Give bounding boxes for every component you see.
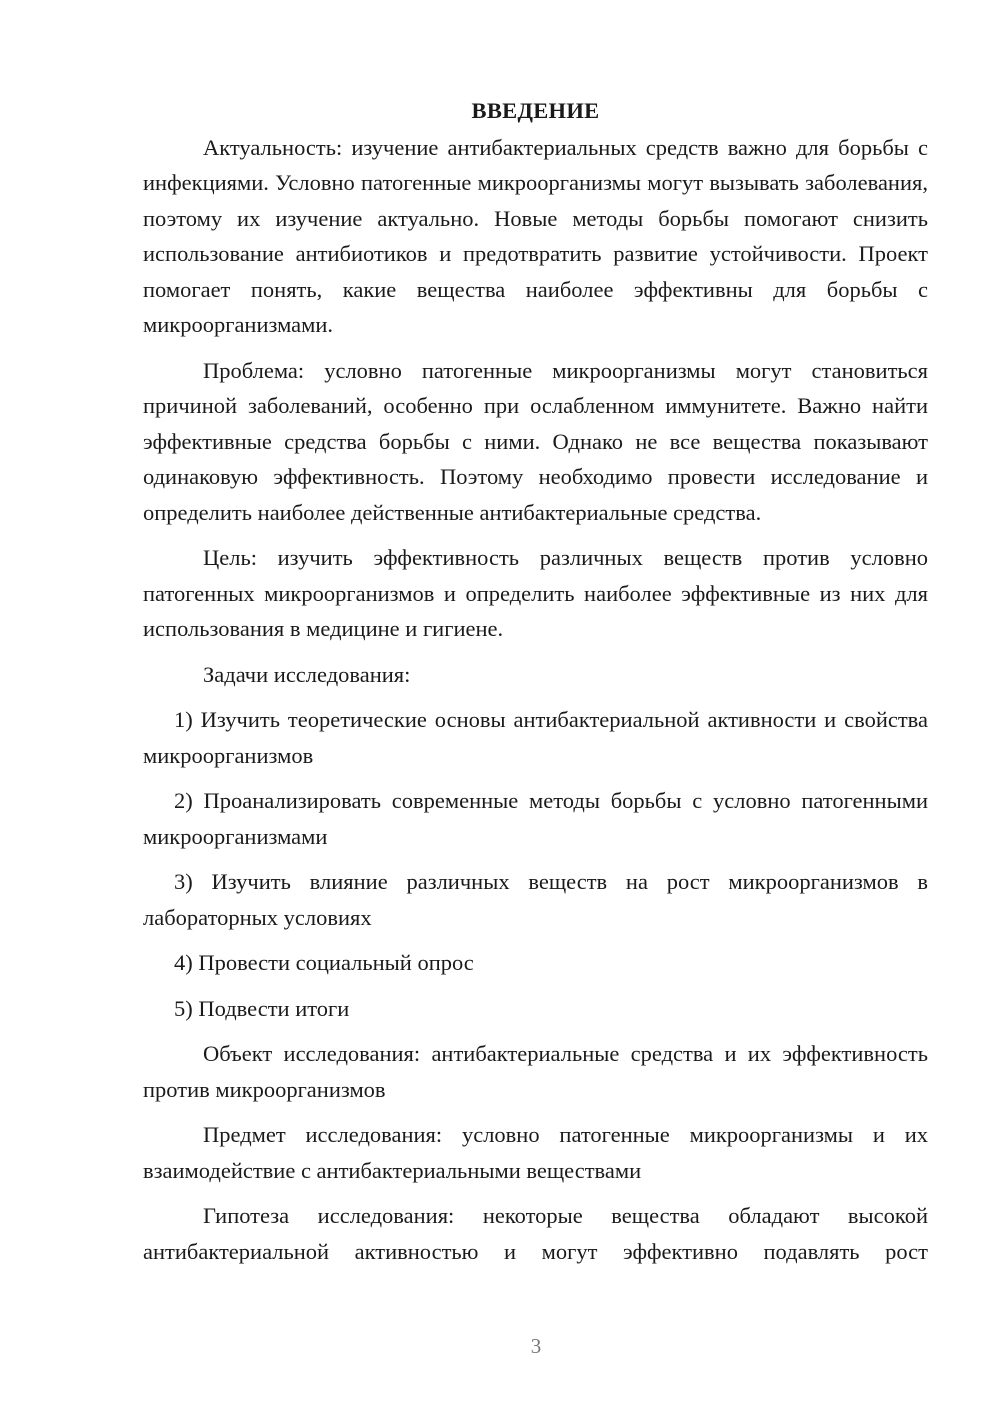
page-number: 3 (530, 1334, 542, 1358)
problem-paragraph: Проблема: условно патогенные микроорганизмы могут становиться причиной заболеваний, особенно при ослабленном иммунитете. Важно найти эффективные средства борьбы с ними. Однако не все вещества показывают одинаковую эффективность. Поэтому необходимо провести исследование и определить наиболее действенные антибактериальные средства. (143, 357, 928, 525)
page-body (143, 93, 928, 1279)
hypothesis-paragraph: Гипотеза исследования: некоторые вещества обладают высокой антибактериальной активностью и могут эффективно подавлять рост (143, 1203, 928, 1264)
tasks-list (143, 702, 928, 1026)
task-item: 1) Изучить теоретические основы антибактериальной активности и свойства микроорганизмов (143, 707, 928, 768)
task-item: 4) Провести социальный опрос (174, 950, 474, 975)
goal-paragraph: Цель: изучить эффективность различных веществ против условно патогенных микроорганизмов и определить наиболее эффективные из них для использования в медицине и гигиене. (143, 545, 928, 641)
tasks-label: Задачи исследования: (203, 661, 411, 687)
subject-paragraph: Предмет исследования: условно патогенные микроорганизмы и их взаимодействие с антибактериальными веществами (143, 1122, 928, 1183)
object-paragraph: Объект исследования: антибактериальные средства и их эффективность против микроорганизмов (143, 1041, 928, 1102)
task-item: 3) Изучить влияние различных веществ на рост микроорганизмов в лабораторных условиях (143, 869, 928, 930)
section-heading: ВВЕДЕНИЕ (471, 98, 600, 123)
task-item: 2) Проанализировать современные методы борьбы с условно патогенными микроорганизмами (143, 788, 928, 849)
task-item: 5) Подвести итоги (174, 995, 350, 1021)
relevance-paragraph: Актуальность: изучение антибактериальных средств важно для борьбы с инфекциями. Условно патогенные микроорганизмы могут вызывать заболевания, поэтому их изучение актуально. Новые методы борьбы помогают снизить использование антибиотиков и предотвратить развитие устойчивости. Проект помогает понять, какие вещества наиболее эффективны для борьбы с микроорганизмами. (143, 134, 928, 337)
